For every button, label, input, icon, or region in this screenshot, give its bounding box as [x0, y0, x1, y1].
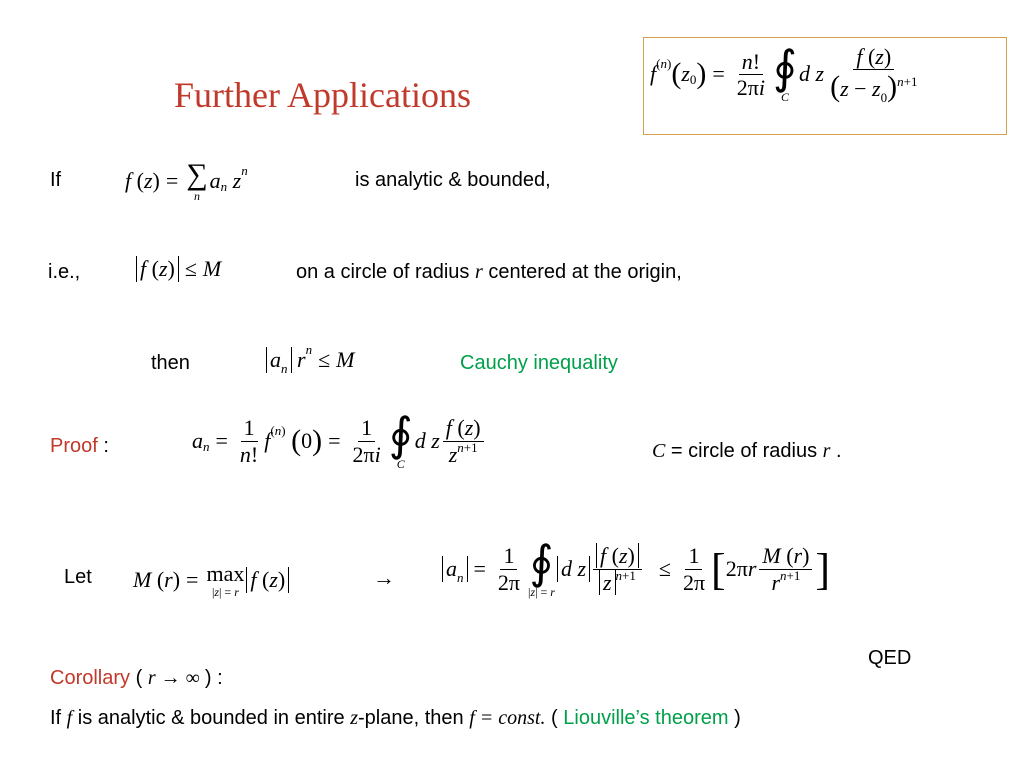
radius-var: r	[474, 261, 483, 283]
proof-formula: a n = $\frac{1}{n!}$ f (n) ( 0 ) = $\frac{1}{2\pi i}$ ∮ C d z $\frac{f (z)}{z^{n+1}}$	[192, 412, 487, 470]
last-text2: -plane, then	[357, 707, 470, 729]
qed-label: QED	[868, 647, 912, 669]
corollary-arrow: → ∞	[155, 667, 205, 689]
contour-text: = circle of radius	[665, 440, 823, 462]
corollary-paren-close: ) :	[204, 667, 223, 689]
proof-label-row	[50, 435, 109, 458]
bound-formula: f (z) ≤ M	[136, 256, 221, 282]
liouville-statement	[50, 707, 741, 730]
analytic-bounded-text: is analytic & bounded,	[355, 169, 551, 191]
cauchy-inequality-label: Cauchy inequality	[460, 352, 618, 374]
circle-text-before: on a circle of radius	[296, 261, 475, 283]
let-label: Let	[64, 566, 92, 588]
then-label: then	[151, 352, 190, 374]
series-formula: f ( z ) = ∑ n a n z n	[125, 158, 248, 203]
max-definition-formula: M ( r ) = max |z| = r f (z)	[133, 562, 289, 598]
corollary-row	[50, 667, 223, 690]
circle-text-after: centered at the origin,	[482, 261, 682, 283]
corollary-r-var: r	[147, 667, 156, 689]
cauchy-formula: f (n) ( z 0 ) = $\frac{n!}{2\pi i}$ ∮ C d z $\frac{f (z)}{(z - z_0)^{n+1}}$	[650, 42, 918, 106]
contour-radius-var: r	[822, 440, 831, 462]
contour-definition	[652, 440, 842, 463]
contour-var: C	[652, 440, 666, 462]
last-text1: is analytic & bounded in entire	[72, 707, 351, 729]
cauchy-inequality-formula: $a_n$ r n ≤ M	[266, 347, 354, 373]
last-z-var: z	[350, 707, 358, 729]
last-paren-open: (	[545, 707, 564, 729]
corollary-label: Corollary	[50, 667, 131, 689]
last-paren-close: )	[728, 707, 741, 729]
ie-label: i.e.,	[48, 261, 81, 283]
implies-arrow: →	[373, 565, 395, 590]
proof-label: Proof	[50, 435, 98, 457]
last-if: If	[50, 707, 67, 729]
estimate-formula: $a_n$ = $\frac{1}{2\pi}$ ∮ |z| = r d z $\frac{f (z)}{z ^{n+1}}$ ≤ $\frac{1}{2\pi}$ [ 2π r $\frac{M (r)}{r^{n+1}}$ ]	[442, 540, 830, 598]
contour-end: .	[830, 440, 842, 462]
corollary-paren-open: (	[130, 667, 148, 689]
last-f-var: f	[66, 707, 73, 729]
circle-radius-text	[296, 261, 682, 284]
f-const: f = const.	[469, 707, 546, 729]
if-label: If	[50, 169, 62, 191]
page-title: Further Applications	[174, 75, 471, 115]
cauchy-formula-box	[643, 37, 1007, 135]
liouville-theorem-label: Liouville’s theorem	[563, 707, 729, 729]
proof-colon: :	[97, 435, 109, 457]
